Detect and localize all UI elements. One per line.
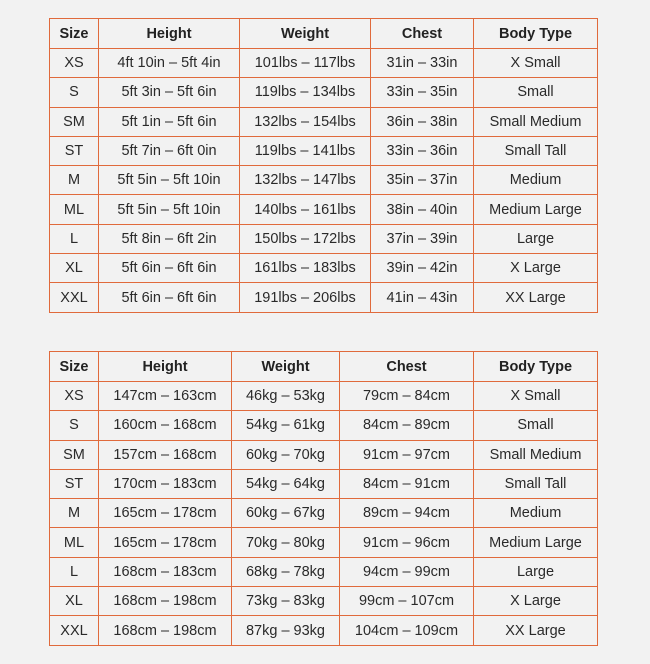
cell-height: 5ft 1in – 5ft 6in [99,107,240,136]
cell-height: 168cm – 183cm [99,557,232,586]
cell-weight: 101lbs – 117lbs [240,49,371,78]
header-weight: Weight [232,352,340,382]
table-row [50,166,598,195]
header-weight: Weight [240,19,371,49]
cell-size: SM [50,440,99,469]
cell-chest: 33in – 36in [371,136,474,165]
header-height: Height [99,352,232,382]
cell-height: 168cm – 198cm [99,616,232,645]
cell-body-type: Medium Large [474,528,598,557]
cell-chest: 37in – 39in [371,224,474,253]
cell-chest: 31in – 33in [371,49,474,78]
header-row [50,19,598,49]
cell-chest: 99cm – 107cm [340,587,474,616]
table-row [50,107,598,136]
cell-size: ML [50,195,99,224]
cell-chest: 104cm – 109cm [340,616,474,645]
table-row [50,254,598,283]
table-row [50,499,598,528]
cell-height: 5ft 3in – 5ft 6in [99,78,240,107]
cell-weight: 54kg – 64kg [232,469,340,498]
cell-weight: 119lbs – 141lbs [240,136,371,165]
table-row [50,440,598,469]
cell-chest: 91cm – 96cm [340,528,474,557]
cell-size: XL [50,587,99,616]
size-chart-imperial [49,18,598,313]
table-row [50,411,598,440]
cell-size: XS [50,49,99,78]
cell-height: 168cm – 198cm [99,587,232,616]
size-chart-imperial-body [50,49,598,313]
table-row [50,587,598,616]
cell-weight: 60kg – 70kg [232,440,340,469]
cell-chest: 35in – 37in [371,166,474,195]
cell-weight: 140lbs – 161lbs [240,195,371,224]
cell-chest: 89cm – 94cm [340,499,474,528]
cell-weight: 119lbs – 134lbs [240,78,371,107]
header-body-type: Body Type [474,19,598,49]
cell-chest: 36in – 38in [371,107,474,136]
cell-height: 5ft 5in – 5ft 10in [99,166,240,195]
cell-body-type: Medium [474,499,598,528]
cell-body-type: XX Large [474,283,598,312]
table-row [50,616,598,645]
cell-weight: 132lbs – 147lbs [240,166,371,195]
cell-size: XXL [50,283,99,312]
cell-size: L [50,224,99,253]
table-row [50,224,598,253]
header-size: Size [50,19,99,49]
cell-height: 147cm – 163cm [99,382,232,411]
cell-chest: 91cm – 97cm [340,440,474,469]
cell-weight: 54kg – 61kg [232,411,340,440]
cell-weight: 60kg – 67kg [232,499,340,528]
cell-chest: 33in – 35in [371,78,474,107]
cell-body-type: X Large [474,587,598,616]
cell-size: ML [50,528,99,557]
header-chest: Chest [371,19,474,49]
cell-height: 170cm – 183cm [99,469,232,498]
cell-chest: 39in – 42in [371,254,474,283]
cell-body-type: Small Tall [474,469,598,498]
cell-height: 5ft 6in – 6ft 6in [99,254,240,283]
header-size: Size [50,352,99,382]
cell-body-type: Small Medium [474,440,598,469]
cell-chest: 94cm – 99cm [340,557,474,586]
size-chart-metric [49,351,598,646]
cell-chest: 84cm – 89cm [340,411,474,440]
cell-size: M [50,499,99,528]
table-row [50,78,598,107]
size-chart-metric-header [50,352,598,382]
table-row [50,469,598,498]
cell-height: 157cm – 168cm [99,440,232,469]
cell-size: S [50,411,99,440]
cell-body-type: X Small [474,49,598,78]
cell-chest: 38in – 40in [371,195,474,224]
cell-weight: 150lbs – 172lbs [240,224,371,253]
cell-weight: 87kg – 93kg [232,616,340,645]
cell-weight: 68kg – 78kg [232,557,340,586]
cell-weight: 70kg – 80kg [232,528,340,557]
cell-weight: 191lbs – 206lbs [240,283,371,312]
cell-height: 5ft 6in – 6ft 6in [99,283,240,312]
cell-height: 160cm – 168cm [99,411,232,440]
cell-size: SM [50,107,99,136]
cell-size: S [50,78,99,107]
size-chart-metric-body [50,382,598,646]
table-row [50,528,598,557]
cell-body-type: Small [474,78,598,107]
cell-height: 165cm – 178cm [99,499,232,528]
cell-size: L [50,557,99,586]
table-row [50,557,598,586]
cell-size: ST [50,136,99,165]
header-chest: Chest [340,352,474,382]
table-row [50,136,598,165]
cell-size: ST [50,469,99,498]
cell-weight: 161lbs – 183lbs [240,254,371,283]
cell-height: 5ft 8in – 6ft 2in [99,224,240,253]
cell-size: XL [50,254,99,283]
header-row [50,352,598,382]
cell-body-type: Large [474,224,598,253]
cell-body-type: Medium Large [474,195,598,224]
header-body-type: Body Type [474,352,598,382]
cell-size: XXL [50,616,99,645]
cell-chest: 41in – 43in [371,283,474,312]
table-row [50,49,598,78]
cell-body-type: Medium [474,166,598,195]
cell-height: 4ft 10in – 5ft 4in [99,49,240,78]
cell-body-type: Large [474,557,598,586]
cell-chest: 79cm – 84cm [340,382,474,411]
cell-size: M [50,166,99,195]
cell-height: 5ft 5in – 5ft 10in [99,195,240,224]
cell-height: 165cm – 178cm [99,528,232,557]
table-row [50,382,598,411]
cell-body-type: X Small [474,382,598,411]
cell-size: XS [50,382,99,411]
cell-body-type: XX Large [474,616,598,645]
cell-body-type: X Large [474,254,598,283]
table-row [50,195,598,224]
cell-body-type: Small Tall [474,136,598,165]
cell-body-type: Small [474,411,598,440]
cell-weight: 73kg – 83kg [232,587,340,616]
cell-chest: 84cm – 91cm [340,469,474,498]
header-height: Height [99,19,240,49]
size-chart-imperial-header [50,19,598,49]
table-row [50,283,598,312]
cell-body-type: Small Medium [474,107,598,136]
cell-weight: 46kg – 53kg [232,382,340,411]
cell-height: 5ft 7in – 6ft 0in [99,136,240,165]
cell-weight: 132lbs – 154lbs [240,107,371,136]
